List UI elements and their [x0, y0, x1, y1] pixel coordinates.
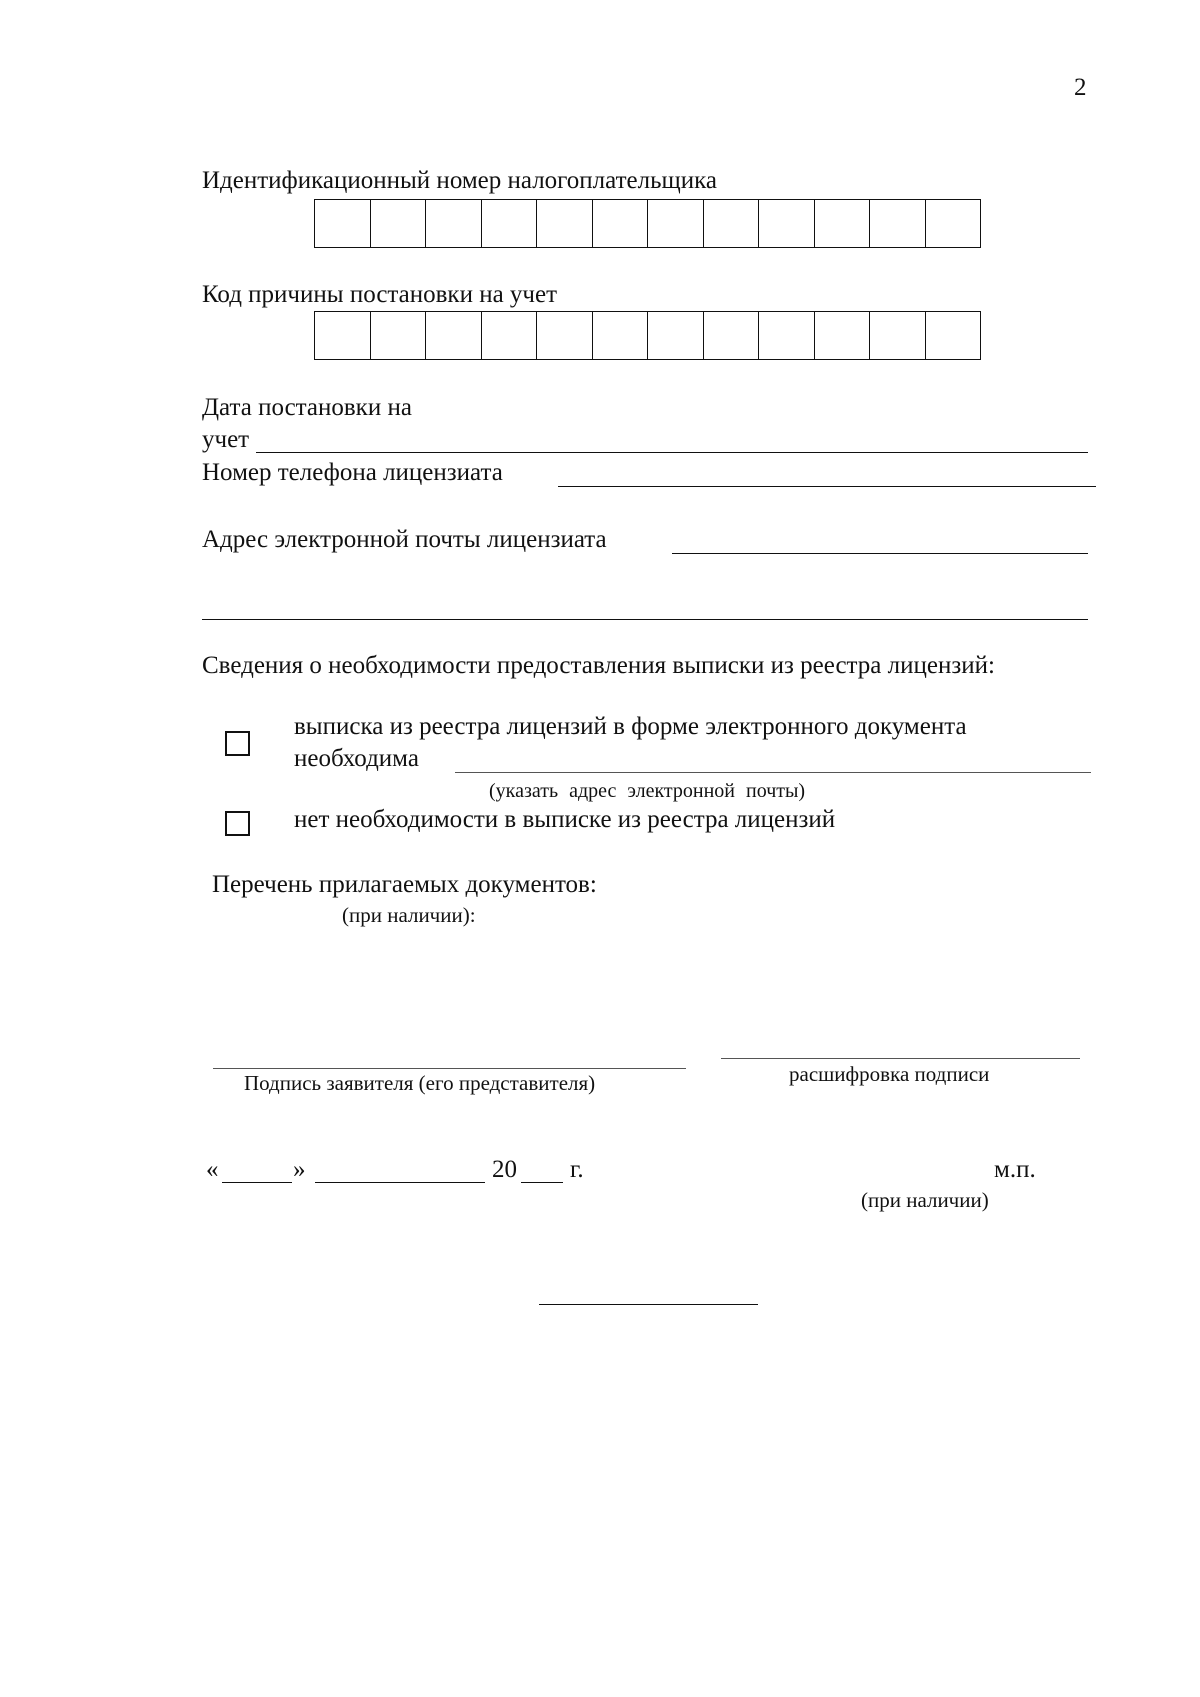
applicant-signature-field[interactable]	[213, 1068, 686, 1069]
inn-cell[interactable]	[371, 199, 427, 248]
kpp-cell[interactable]	[870, 311, 926, 360]
inn-cell[interactable]	[315, 199, 371, 248]
phone-label: Номер телефона лицензиата	[202, 459, 503, 486]
kpp-cell[interactable]	[926, 311, 982, 360]
email-field[interactable]	[672, 553, 1088, 554]
email-field-continuation[interactable]	[202, 619, 1088, 620]
inn-cell[interactable]	[426, 199, 482, 248]
extract-email-hint: (указать адрес электронной почты)	[489, 780, 806, 802]
kpp-cell[interactable]	[371, 311, 427, 360]
inn-cell[interactable]	[537, 199, 593, 248]
date-month-field[interactable]	[315, 1182, 485, 1183]
inn-cell[interactable]	[759, 199, 815, 248]
date-day-field[interactable]	[222, 1182, 292, 1183]
page-number: 2	[1074, 74, 1087, 101]
inn-cell[interactable]	[648, 199, 704, 248]
kpp-label: Код причины постановки на учет	[202, 281, 558, 308]
date-close-quote: »	[293, 1156, 306, 1183]
documents-note: (при наличии):	[342, 903, 476, 927]
extract-electronic-label-cont: необходима	[294, 745, 419, 772]
kpp-cell[interactable]	[648, 311, 704, 360]
date-open-quote: «	[206, 1156, 219, 1183]
inn-cell[interactable]	[870, 199, 926, 248]
inn-cell[interactable]	[815, 199, 871, 248]
kpp-cell[interactable]	[759, 311, 815, 360]
extract-not-needed-label: нет необходимости в выписке из реестра лицензий	[294, 806, 836, 833]
kpp-cells[interactable]	[314, 311, 981, 360]
kpp-cell[interactable]	[704, 311, 760, 360]
extract-electronic-checkbox[interactable]	[225, 731, 250, 756]
kpp-cell[interactable]	[593, 311, 649, 360]
extract-heading: Сведения о необходимости предоставления выписки из реестра лицензий:	[202, 652, 995, 679]
kpp-cell[interactable]	[482, 311, 538, 360]
registration-date-field[interactable]	[256, 452, 1088, 453]
phone-field[interactable]	[558, 486, 1096, 487]
kpp-cell[interactable]	[537, 311, 593, 360]
kpp-cell[interactable]	[815, 311, 871, 360]
inn-label: Идентификационный номер налогоплательщика	[202, 167, 718, 194]
date-year-prefix: 20	[492, 1156, 517, 1183]
stamp-label: м.п.	[994, 1156, 1036, 1183]
inn-cell[interactable]	[593, 199, 649, 248]
bottom-separator	[539, 1304, 758, 1305]
extract-email-field[interactable]	[455, 772, 1091, 773]
inn-cell[interactable]	[704, 199, 760, 248]
extract-electronic-label: выписка из реестра лицензий в форме электронного документа	[294, 713, 967, 740]
kpp-cell[interactable]	[426, 311, 482, 360]
inn-cells[interactable]	[314, 199, 981, 248]
signature-decoding-label: расшифровка подписи	[789, 1062, 990, 1086]
inn-cell[interactable]	[482, 199, 538, 248]
stamp-note: (при наличии)	[861, 1188, 989, 1212]
kpp-cell[interactable]	[315, 311, 371, 360]
email-label: Адрес электронной почты лицензиата	[202, 526, 607, 553]
date-year-field[interactable]	[521, 1182, 563, 1183]
extract-not-needed-checkbox[interactable]	[225, 811, 250, 836]
documents-heading: Перечень прилагаемых документов:	[212, 871, 597, 898]
date-year-suffix: г.	[570, 1156, 584, 1183]
registration-date-label: Дата постановки на	[202, 394, 412, 421]
inn-cell[interactable]	[926, 199, 982, 248]
applicant-signature-label: Подпись заявителя (его представителя)	[244, 1071, 596, 1095]
signature-decoding-field[interactable]	[721, 1058, 1080, 1059]
registration-date-label-cont: учет	[202, 426, 250, 453]
